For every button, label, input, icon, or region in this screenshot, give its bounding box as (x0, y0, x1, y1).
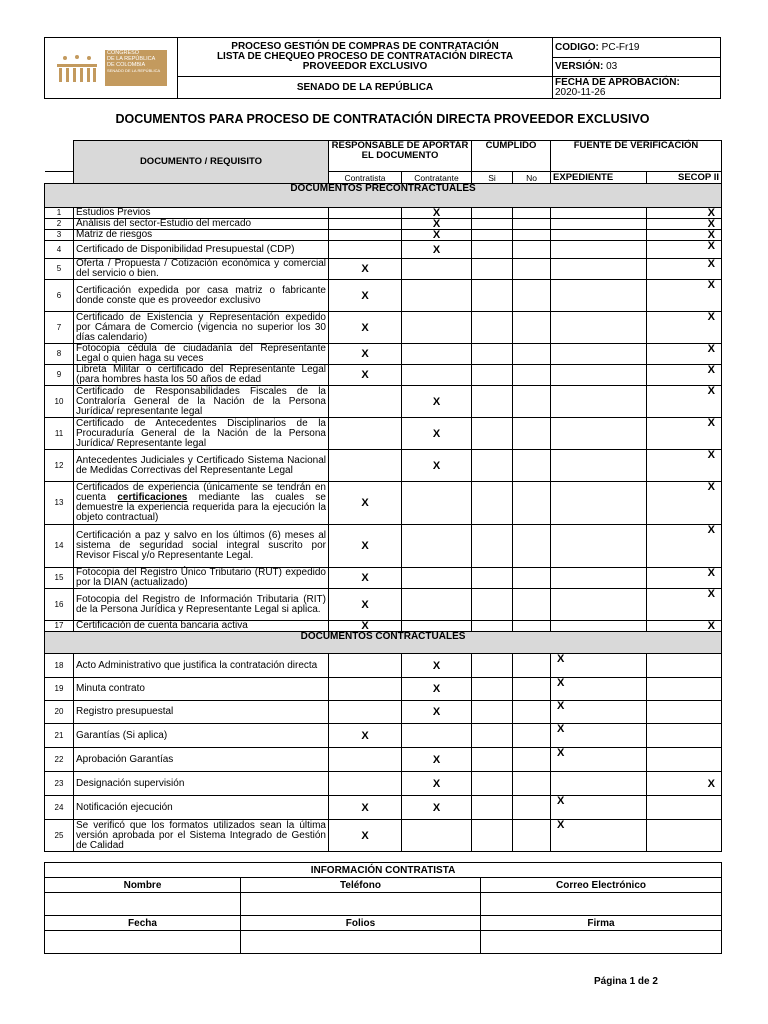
header-table (44, 37, 721, 99)
row-requirement: Certificado de Disponibilidad Presupuestal (CDP) (74, 241, 329, 259)
mark-secop: X (647, 312, 722, 344)
check-yes[interactable] (472, 312, 513, 344)
capitol-icon (57, 54, 97, 84)
row-requirement: Certificado de Existencia y Representación expedido por Cámara de Comercio (vigencia no superior los 30 días calendario) (74, 312, 329, 344)
table-row (45, 219, 722, 230)
mark-contratante: X (402, 796, 472, 820)
mark-contratante (402, 525, 472, 568)
table-row (45, 772, 722, 796)
check-yes[interactable] (472, 241, 513, 259)
mark-expediente: X (551, 678, 647, 701)
logo-cell (45, 38, 178, 99)
table-row (45, 678, 722, 701)
col-contratante: Contratante (402, 172, 472, 184)
mark-secop: X (647, 280, 722, 312)
check-no[interactable] (513, 241, 551, 259)
mark-secop: X (647, 482, 722, 525)
mark-contratante: X (402, 208, 472, 219)
row-requirement: Fotocopia del Registro Único Tributario (RUT) expedido por la DIAN (actualizado) (74, 568, 329, 589)
mark-expediente (551, 312, 647, 344)
checklist-table (44, 140, 722, 852)
section-title: DOCUMENTOS PRECONTRACTUALES (45, 184, 722, 208)
check-no[interactable] (513, 589, 551, 621)
mark-contratista: X (329, 482, 402, 525)
check-no[interactable] (513, 654, 551, 678)
mark-contratante: X (402, 701, 472, 724)
congress-logo (47, 46, 167, 90)
mark-contratante: X (402, 386, 472, 418)
mark-contratante (402, 482, 472, 525)
row-number: 4 (45, 241, 74, 259)
row-number: 2 (45, 219, 74, 230)
logo-line: DE COLOMBIA (107, 62, 146, 68)
mark-expediente (551, 344, 647, 365)
check-no[interactable] (513, 820, 551, 852)
mark-secop: X (647, 230, 722, 241)
info-section-title: INFORMACIÓN CONTRATISTA (45, 863, 722, 878)
mark-secop (647, 796, 722, 820)
mark-expediente: X (551, 654, 647, 678)
row-requirement: Designación supervisión (74, 772, 329, 796)
check-yes[interactable] (472, 796, 513, 820)
mark-contratista (329, 450, 402, 482)
check-yes[interactable] (472, 365, 513, 386)
check-no[interactable] (513, 219, 551, 230)
version-value: 03 (606, 60, 618, 72)
check-yes[interactable] (472, 724, 513, 748)
row-number: 22 (45, 748, 74, 772)
mark-secop (647, 678, 722, 701)
mark-secop: X (647, 386, 722, 418)
document-title: DOCUMENTOS PARA PROCESO DE CONTRATACIÓN DIRECTA PROVEEDOR EXCLUSIVO (115, 112, 650, 126)
row-requirement-part: Certificados de experiencia (únicamente se tendrán en cuenta (76, 482, 326, 503)
mark-contratista: X (329, 589, 402, 621)
check-yes[interactable] (472, 482, 513, 525)
mark-expediente (551, 230, 647, 241)
check-yes[interactable] (472, 701, 513, 724)
col-expediente: EXPEDIENTE (551, 172, 647, 184)
row-number: 19 (45, 678, 74, 701)
row-requirement: Libreta Militar o certificado del Representante Legal (para hombres hasta los 50 años de edad (74, 365, 329, 386)
row-number: 10 (45, 386, 74, 418)
contractor-info-table (44, 862, 722, 954)
table-row (45, 418, 722, 450)
check-no[interactable] (513, 280, 551, 312)
table-row (45, 208, 722, 219)
mark-secop: X (647, 525, 722, 568)
row-requirement: Certificado de Antecedentes Disciplinarios de la Procuraduría General de la Nación de la Persona Jurídica/ Representante legal (74, 418, 329, 450)
check-no[interactable] (513, 312, 551, 344)
check-yes[interactable] (472, 654, 513, 678)
mark-contratista: X (329, 312, 402, 344)
row-number: 12 (45, 450, 74, 482)
table-row (45, 280, 722, 312)
table-row (45, 344, 722, 365)
check-yes[interactable] (472, 344, 513, 365)
mark-expediente: X (551, 748, 647, 772)
mark-expediente (551, 568, 647, 589)
row-number: 7 (45, 312, 74, 344)
table-row (45, 450, 722, 482)
row-requirement: Notificación ejecución (74, 796, 329, 820)
row-requirement: Minuta contrato (74, 678, 329, 701)
row-number: 15 (45, 568, 74, 589)
table-row (45, 796, 722, 820)
precontractual-rows (45, 208, 722, 632)
row-requirement: Certificación expedida por casa matriz o fabricante donde conste que es proveedor exclusivo (74, 280, 329, 312)
code-cell (553, 38, 721, 77)
mark-contratista (329, 230, 402, 241)
mark-contratante: X (402, 219, 472, 230)
label-nombre: Nombre (45, 878, 241, 893)
field-nombre[interactable] (45, 893, 241, 916)
check-no[interactable] (513, 418, 551, 450)
check-no[interactable] (513, 748, 551, 772)
field-firma[interactable] (481, 931, 722, 954)
check-yes[interactable] (472, 386, 513, 418)
mark-expediente: X (551, 701, 647, 724)
table-row (45, 701, 722, 724)
row-number: 13 (45, 482, 74, 525)
check-yes[interactable] (472, 748, 513, 772)
check-no[interactable] (513, 230, 551, 241)
check-yes[interactable] (472, 621, 513, 632)
check-no[interactable] (513, 621, 551, 632)
mark-contratista (329, 418, 402, 450)
row-number: 25 (45, 820, 74, 852)
check-no[interactable] (513, 482, 551, 525)
table-row (45, 724, 722, 748)
label-telefono: Teléfono (241, 878, 481, 893)
mark-expediente (551, 219, 647, 230)
row-number: 14 (45, 525, 74, 568)
check-no[interactable] (513, 259, 551, 280)
mark-contratista: X (329, 724, 402, 748)
check-no[interactable] (513, 678, 551, 701)
mark-secop (647, 724, 722, 748)
check-no[interactable] (513, 525, 551, 568)
label-correo: Correo Electrónico (481, 878, 722, 893)
check-no[interactable] (513, 724, 551, 748)
process-title-line: PROVEEDOR EXCLUSIVO (302, 61, 428, 72)
mark-expediente (551, 386, 647, 418)
check-no[interactable] (513, 344, 551, 365)
section-title: DOCUMENTOS CONTRACTUALES (45, 632, 722, 654)
check-no[interactable] (513, 701, 551, 724)
mark-secop: X (647, 208, 722, 219)
table-row (45, 259, 722, 280)
check-no[interactable] (513, 450, 551, 482)
row-requirement: Registro presupuestal (74, 701, 329, 724)
mark-secop (647, 820, 722, 852)
mark-contratante (402, 724, 472, 748)
mark-secop: X (647, 241, 722, 259)
row-requirement: Matriz de riesgos (74, 230, 329, 241)
check-no[interactable] (513, 208, 551, 219)
col-responsible: RESPONSABLE DE APORTAR EL DOCUMENTO (329, 141, 472, 172)
table-row (45, 654, 722, 678)
label-fecha: Fecha (45, 916, 241, 931)
mark-contratante: X (402, 654, 472, 678)
check-no[interactable] (513, 568, 551, 589)
logo-line: SENADO DE LA REPÚBLICA (107, 68, 161, 73)
row-requirement: Acto Administrativo que justifica la contratación directa (74, 654, 329, 678)
mark-contratante (402, 589, 472, 621)
row-number: 6 (45, 280, 74, 312)
mark-contratista (329, 241, 402, 259)
process-title-line: PROCESO GESTIÓN DE COMPRAS DE CONTRATACIÓN (231, 41, 499, 52)
mark-contratista (329, 772, 402, 796)
table-row (45, 365, 722, 386)
col-verification: FUENTE DE VERIFICACIÓN (551, 141, 722, 172)
mark-secop: X (647, 621, 722, 632)
code-value: PC-Fr19 (601, 41, 640, 53)
mark-expediente (551, 772, 647, 796)
mark-contratante: X (402, 772, 472, 796)
mark-contratista (329, 208, 402, 219)
mark-expediente (551, 241, 647, 259)
mark-expediente (551, 208, 647, 219)
mark-contratista: X (329, 344, 402, 365)
check-yes[interactable] (472, 230, 513, 241)
logo-line: DE LA REPÚBLICA (107, 56, 156, 62)
check-no[interactable] (513, 365, 551, 386)
label-folios: Folios (241, 916, 481, 931)
approval-value: 2020-11-26 (555, 86, 606, 98)
row-requirement-part: certificaciones (117, 492, 188, 503)
mark-expediente (551, 482, 647, 525)
row-number: 5 (45, 259, 74, 280)
mark-contratista: X (329, 820, 402, 852)
col-fulfilled: CUMPLIDO (472, 141, 551, 172)
table-row (45, 312, 722, 344)
mark-contratante (402, 568, 472, 589)
col-secop: SECOP II (647, 172, 722, 184)
mark-secop: X (647, 259, 722, 280)
row-number: 20 (45, 701, 74, 724)
field-folios[interactable] (241, 931, 481, 954)
mark-contratante (402, 344, 472, 365)
field-correo[interactable] (481, 893, 722, 916)
row-requirement: Garantías (Si aplica) (74, 724, 329, 748)
mark-contratante: X (402, 241, 472, 259)
check-yes[interactable] (472, 219, 513, 230)
check-yes[interactable] (472, 820, 513, 852)
corner-cell (45, 141, 74, 172)
check-yes[interactable] (472, 418, 513, 450)
row-requirement: Certificación a paz y salvo en los últimos (6) meses al sistema de seguridad social integral suscrito por Revisor Fiscal y/o Representante Legal. (74, 525, 329, 568)
table-row (45, 386, 722, 418)
row-number: 11 (45, 418, 74, 450)
mark-secop: X (647, 568, 722, 589)
logo-text-box (105, 50, 167, 86)
page-number: Página 1 de 2 (594, 976, 658, 987)
mark-contratista: X (329, 259, 402, 280)
row-number: 9 (45, 365, 74, 386)
check-yes[interactable] (472, 450, 513, 482)
table-row (45, 525, 722, 568)
mark-contratante: X (402, 230, 472, 241)
mark-secop: X (647, 450, 722, 482)
col-no: No (513, 172, 551, 184)
col-document: DOCUMENTO / REQUISITO (74, 141, 329, 184)
check-yes[interactable] (472, 525, 513, 568)
mark-contratista: X (329, 525, 402, 568)
check-no[interactable] (513, 772, 551, 796)
mark-contratante: X (402, 418, 472, 450)
mark-expediente (551, 280, 647, 312)
row-requirement: Certificación de cuenta bancaria activa (74, 621, 329, 632)
check-yes[interactable] (472, 772, 513, 796)
check-yes[interactable] (472, 208, 513, 219)
mark-secop (647, 654, 722, 678)
mark-contratante (402, 820, 472, 852)
row-requirement: Oferta / Propuesta / Cotización económica y comercial del servicio o bien. (74, 259, 329, 280)
row-requirement: Antecedentes Judiciales y Certificado Sistema Nacional de Medidas Correctivas del Representante Legal (74, 450, 329, 482)
process-title-line: LISTA DE CHEQUEO PROCESO DE CONTRATACIÓN DIRECTA (216, 51, 514, 62)
row-requirement: Fotocopia del Registro de Información Tributaria (RIT) de la Persona Jurídica y Representante Legal si aplica. (74, 589, 329, 621)
mark-contratante (402, 280, 472, 312)
row-requirement (74, 482, 329, 525)
mark-contratante (402, 259, 472, 280)
section-precontractual (45, 184, 722, 208)
code-label: CODIGO: (555, 41, 599, 53)
row-requirement: Aprobación Garantías (74, 748, 329, 772)
mark-expediente (551, 259, 647, 280)
check-no[interactable] (513, 386, 551, 418)
logo-line: CONGRESO (107, 50, 140, 56)
mark-expediente (551, 365, 647, 386)
row-number: 1 (45, 208, 74, 219)
table-row (45, 589, 722, 621)
check-yes[interactable] (472, 280, 513, 312)
version-label: VERSIÓN: (555, 60, 604, 72)
mark-contratista (329, 654, 402, 678)
row-number: 24 (45, 796, 74, 820)
row-requirement: Fotocopia cédula de ciudadanía del Representante Legal o quien haga su veces (74, 344, 329, 365)
mark-expediente (551, 621, 647, 632)
mark-expediente: X (551, 724, 647, 748)
field-fecha[interactable] (45, 931, 241, 954)
mark-contratante (402, 365, 472, 386)
row-requirement: Se verificó que los formatos utilizados sean la última versión aprobada por el Sistema Integrado de Gestión de Calidad (74, 820, 329, 852)
mark-expediente: X (551, 820, 647, 852)
row-requirement: Análisis del sector-Estudio del mercado (74, 219, 329, 230)
mark-expediente: X (551, 796, 647, 820)
table-row (45, 230, 722, 241)
table-row (45, 482, 722, 525)
mark-secop: X (647, 589, 722, 621)
row-number: 18 (45, 654, 74, 678)
mark-expediente (551, 525, 647, 568)
row-number: 21 (45, 724, 74, 748)
mark-contratista (329, 701, 402, 724)
mark-contratista: X (329, 568, 402, 589)
table-row (45, 621, 722, 632)
check-yes[interactable] (472, 589, 513, 621)
mark-contratista (329, 678, 402, 701)
check-yes[interactable] (472, 259, 513, 280)
field-telefono[interactable] (241, 893, 481, 916)
mark-contratista (329, 748, 402, 772)
row-number: 8 (45, 344, 74, 365)
mark-contratante (402, 312, 472, 344)
mark-contratista: X (329, 365, 402, 386)
corner-cell (45, 172, 74, 184)
mark-contratista (329, 219, 402, 230)
mark-secop: X (647, 772, 722, 796)
row-requirement: Estudios Previos (74, 208, 329, 219)
mark-contratante: X (402, 678, 472, 701)
mark-contratista: X (329, 280, 402, 312)
row-number: 16 (45, 589, 74, 621)
mark-secop: X (647, 365, 722, 386)
table-row (45, 748, 722, 772)
label-firma: Firma (481, 916, 722, 931)
mark-expediente (551, 450, 647, 482)
mark-secop: X (647, 418, 722, 450)
approval-label: FECHA DE APROBACIÓN: (555, 76, 680, 88)
row-requirement: Certificado de Responsabilidades Fiscales de la Contraloría General de la Nación de la Persona Jurídica/ representante legal (74, 386, 329, 418)
row-number: 17 (45, 621, 74, 632)
row-number: 23 (45, 772, 74, 796)
check-yes[interactable] (472, 568, 513, 589)
mark-secop (647, 701, 722, 724)
mark-secop (647, 748, 722, 772)
section-contractual (45, 632, 722, 654)
table-row (45, 568, 722, 589)
col-yes: Si (472, 172, 513, 184)
mark-expediente (551, 418, 647, 450)
mark-contratante: X (402, 450, 472, 482)
contractual-rows (45, 654, 722, 852)
row-number: 3 (45, 230, 74, 241)
mark-contratista: X (329, 621, 402, 632)
mark-contratista (329, 386, 402, 418)
entity-name: SENADO DE LA REPÚBLICA (178, 77, 553, 99)
mark-contratante (402, 621, 472, 632)
col-contratista: Contratista (329, 172, 402, 184)
check-yes[interactable] (472, 678, 513, 701)
table-row (45, 820, 722, 852)
process-title (178, 38, 553, 77)
mark-contratante: X (402, 748, 472, 772)
mark-secop: X (647, 219, 722, 230)
check-no[interactable] (513, 796, 551, 820)
mark-expediente (551, 589, 647, 621)
mark-contratista: X (329, 796, 402, 820)
row-requirement-part: mediante las cuales se demuestre la experiencia requerida para la ejecución la objeto contractual) (76, 492, 326, 523)
table-row (45, 241, 722, 259)
approval-cell (553, 77, 721, 99)
mark-secop: X (647, 344, 722, 365)
